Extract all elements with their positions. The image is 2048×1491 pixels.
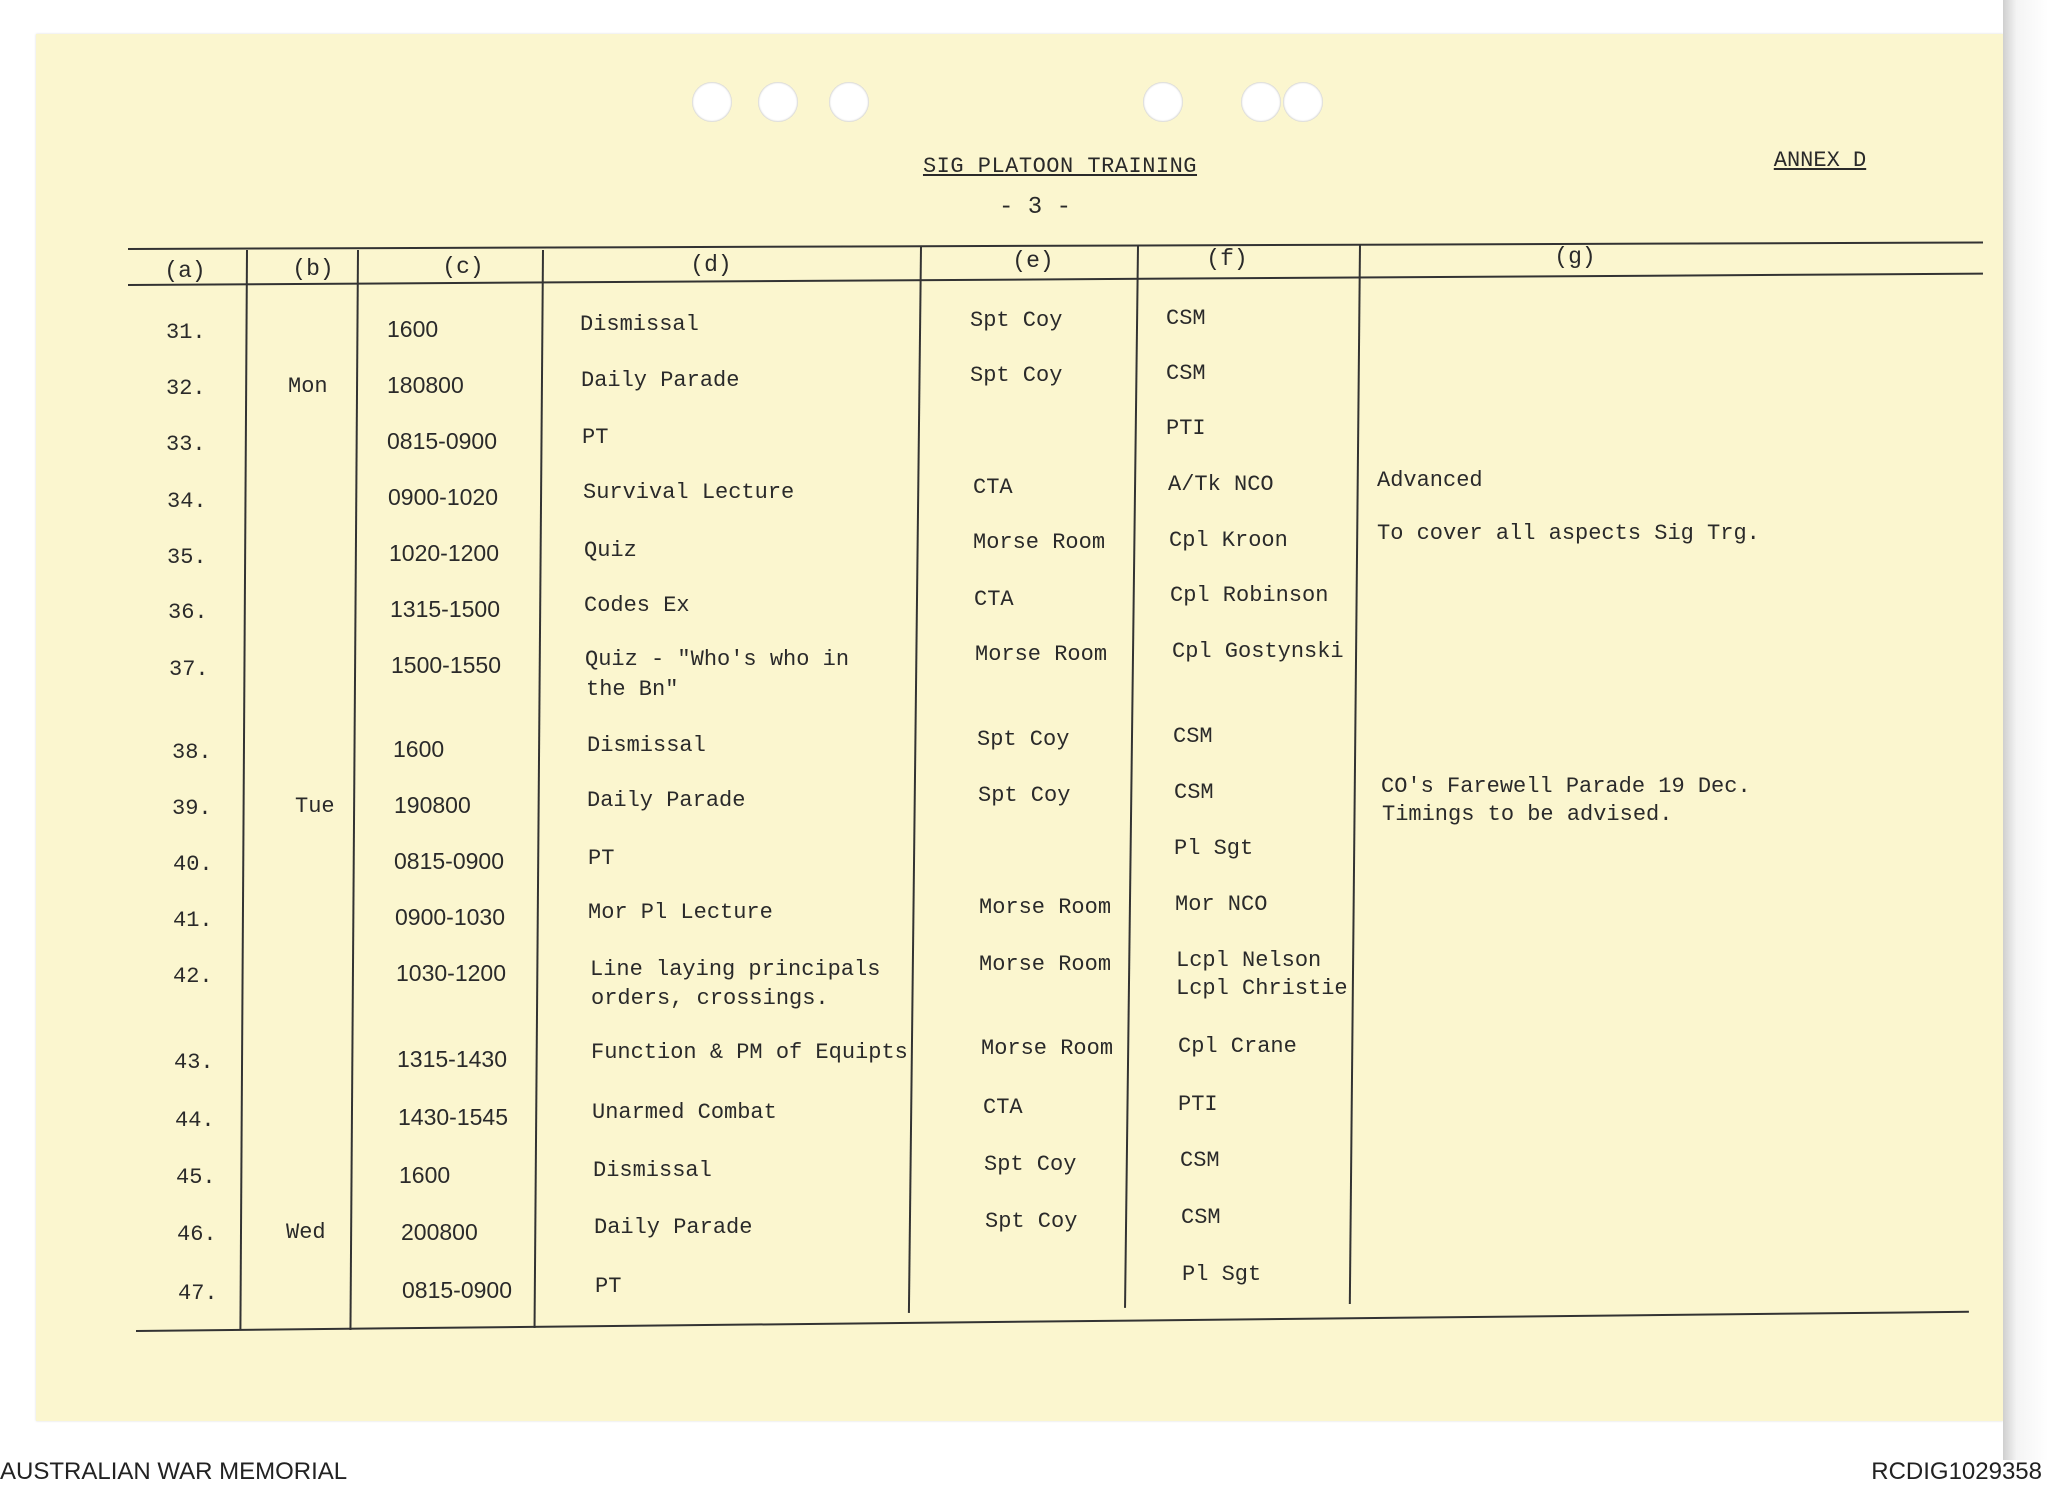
row-number: 35. [167, 545, 207, 570]
column-header-c: (c) [442, 254, 484, 280]
activity-cell: Survival Lecture [583, 480, 795, 505]
time-cell: 1020-1200 [389, 540, 499, 566]
column-header-b: (b) [292, 256, 334, 282]
activity-cell: Dismissal [593, 1158, 712, 1183]
row-number: 43. [174, 1050, 214, 1075]
time-cell: 1600 [393, 736, 445, 762]
punch-hole [1143, 82, 1183, 122]
location-cell: Spt Coy [970, 363, 1063, 388]
row-number: 41. [173, 908, 213, 933]
row-number: 33. [166, 432, 206, 457]
column-header-g: (g) [1554, 244, 1596, 270]
row-number: 32. [166, 376, 206, 401]
page-number: - 3 - [998, 194, 1071, 221]
location-cell: CTA [974, 587, 1014, 612]
remarks-cell-continued: Timings to be advised. [1382, 802, 1673, 827]
location-cell: Spt Coy [970, 308, 1063, 333]
punch-hole [758, 82, 798, 122]
time-cell: 0815-0900 [394, 848, 504, 874]
activity-cell: Function & PM of Equipts [591, 1040, 908, 1065]
instructor-cell: A/Tk NCO [1168, 472, 1274, 497]
row-number: 34. [167, 489, 207, 514]
column-header-a: (a) [164, 258, 206, 284]
row-number: 31. [166, 320, 206, 345]
instructor-cell: Cpl Crane [1178, 1034, 1297, 1059]
instructor-cell: Cpl Gostynski [1172, 639, 1344, 664]
remarks-cell: To cover all aspects Sig Trg. [1377, 521, 1760, 546]
activity-cell: Codes Ex [584, 593, 690, 618]
time-cell: 1030-1200 [396, 960, 506, 986]
day-cell: Wed [286, 1220, 326, 1245]
row-number: 40. [173, 852, 213, 877]
row-number: 37. [169, 657, 209, 682]
activity-cell: Mor Pl Lecture [588, 900, 773, 925]
punch-hole [829, 82, 869, 122]
location-cell: CTA [973, 475, 1013, 500]
footer-reference: RCDIG1029358 [1871, 1458, 2042, 1485]
punch-hole [692, 82, 732, 122]
activity-cell: Daily Parade [581, 368, 740, 393]
activity-cell: Dismissal [580, 312, 699, 337]
page-edge [2003, 0, 2048, 1460]
time-cell: 0815-0900 [402, 1277, 512, 1303]
row-number: 36. [168, 600, 208, 625]
activity-cell: Quiz - "Who's who in [585, 647, 850, 672]
time-cell: 1315-1430 [397, 1046, 507, 1072]
activity-cell: Daily Parade [594, 1215, 753, 1240]
location-cell: Spt Coy [984, 1152, 1077, 1177]
location-cell: CTA [983, 1095, 1023, 1120]
row-number: 47. [178, 1281, 218, 1306]
instructor-cell: CSM [1166, 361, 1206, 386]
row-number: 45. [176, 1165, 216, 1190]
time-cell: 1500-1550 [391, 652, 501, 678]
instructor-cell: Lcpl Nelson [1176, 948, 1322, 973]
location-cell: Spt Coy [977, 727, 1070, 752]
column-header-f: (f) [1206, 246, 1248, 272]
instructor-cell: Mor NCO [1175, 892, 1268, 917]
location-cell: Morse Room [975, 642, 1108, 667]
instructor-cell: Cpl Robinson [1170, 583, 1329, 608]
day-cell: Mon [288, 374, 328, 399]
annex-label: ANNEX D [1773, 148, 1867, 173]
document-title: SIG PLATOON TRAINING [922, 154, 1198, 179]
row-number: 44. [175, 1108, 215, 1133]
activity-cell-continued: the Bn" [586, 677, 679, 702]
column-header-e: (e) [1012, 248, 1054, 274]
location-cell: Spt Coy [985, 1209, 1078, 1234]
time-cell: 1315-1500 [390, 596, 500, 622]
activity-cell: Unarmed Combat [592, 1100, 777, 1125]
time-cell: 1600 [387, 316, 439, 342]
remarks-cell: Advanced [1377, 468, 1483, 493]
time-cell: 0900-1030 [395, 904, 505, 930]
time-cell: 0815-0900 [387, 428, 497, 454]
activity-cell: PT [595, 1274, 622, 1299]
instructor-cell: PTI [1166, 416, 1206, 441]
instructor-cell: CSM [1180, 1148, 1220, 1173]
activity-cell: Line laying principals [590, 957, 881, 982]
instructor-cell: CSM [1174, 780, 1214, 805]
punch-hole [1241, 82, 1281, 122]
row-number: 39. [172, 796, 212, 821]
activity-cell: Quiz [584, 538, 637, 563]
instructor-cell: PTI [1178, 1092, 1218, 1117]
instructor-cell: CSM [1173, 724, 1213, 749]
activity-cell: PT [582, 425, 609, 450]
instructor-cell: Pl Sgt [1174, 836, 1254, 861]
time-cell: 200800 [401, 1219, 478, 1245]
remarks-cell: CO's Farewell Parade 19 Dec. [1381, 774, 1751, 799]
activity-cell: Dismissal [587, 733, 706, 758]
instructor-cell: CSM [1181, 1205, 1221, 1230]
time-cell: 180800 [387, 372, 464, 398]
activity-cell: PT [588, 846, 615, 871]
time-cell: 1600 [399, 1162, 451, 1188]
instructor-cell: Cpl Kroon [1169, 528, 1288, 553]
instructor-cell: CSM [1166, 306, 1206, 331]
row-number: 46. [177, 1222, 217, 1247]
time-cell: 0900-1020 [388, 484, 498, 510]
instructor-cell: Pl Sgt [1182, 1262, 1262, 1287]
activity-cell: Daily Parade [587, 788, 746, 813]
location-cell: Spt Coy [978, 783, 1071, 808]
row-number: 38. [172, 740, 212, 765]
punch-hole [1283, 82, 1323, 122]
time-cell: 1430-1545 [398, 1104, 508, 1130]
time-cell: 190800 [394, 792, 471, 818]
location-cell: Morse Room [981, 1036, 1114, 1061]
location-cell: Morse Room [979, 895, 1112, 920]
column-header-d: (d) [690, 252, 732, 278]
location-cell: Morse Room [973, 530, 1106, 555]
footer-source: AUSTRALIAN WAR MEMORIAL [0, 1458, 348, 1485]
day-cell: Tue [295, 794, 335, 819]
activity-cell-continued: orders, crossings. [591, 986, 829, 1011]
instructor-cell-continued: Lcpl Christie [1176, 976, 1348, 1001]
location-cell: Morse Room [979, 952, 1112, 977]
row-number: 42. [173, 964, 213, 989]
